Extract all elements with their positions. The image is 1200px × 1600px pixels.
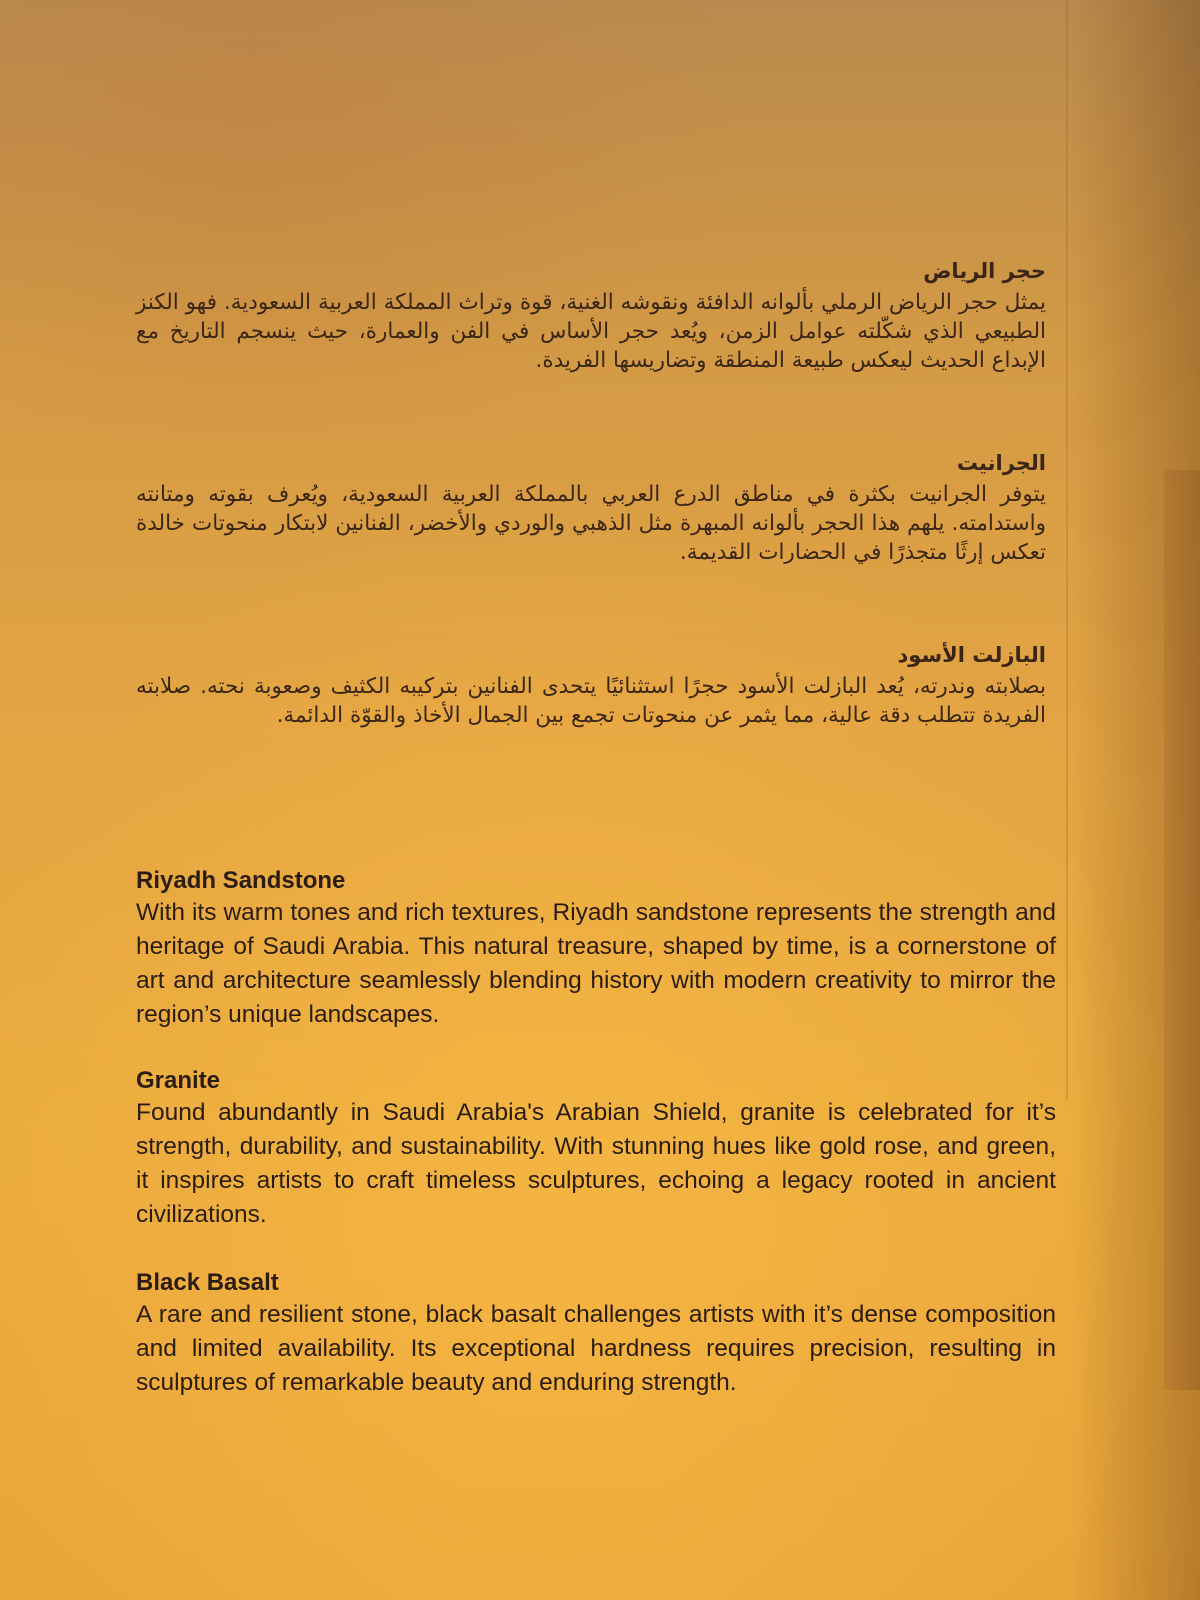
arabic-heading: البازلت الأسود xyxy=(897,643,1046,667)
english-section-granite xyxy=(136,1066,1056,1232)
arabic-heading: الجرانيت xyxy=(956,451,1046,475)
english-heading: Black Basalt xyxy=(136,1269,279,1296)
arabic-paragraph: يتوفر الجرانيت بكثرة في مناطق الدرع العربي بالمملكة العربية السعودية، ويُعرف بقوته ومتانته واستدامته. يلهم هذا الحجر بألوانه المبهرة مثل الذهبي والوردي والأخضر، الفنانين لابتكار منحوتات خالدة تعكس إرثًا متجذرًا في الحضارات القديمة. xyxy=(136,482,1046,565)
english-section-sandstone xyxy=(136,866,1056,1032)
arabic-section-basalt xyxy=(136,640,1046,730)
arabic-section-granite xyxy=(136,448,1046,567)
arabic-paragraph: بصلابته وندرته، يُعد البازلت الأسود حجرًا استثنائيًا يتحدى الفنانين بتركيبه الكثيف وصعوبة نحته. صلابته الفريدة تتطلب دقة عالية، مما يثمر عن منحوتات تجمع بين الجمال الأخاذ والقوّة الدائمة. xyxy=(136,674,1046,728)
english-paragraph: With its warm tones and rich textures, Riyadh sandstone represents the strength and heritage of Saudi Arabia. This natural treasure, shaped by time, is a cornerstone of art and architecture seamlessly blending history with modern creativity to mirror the region’s unique landscapes. xyxy=(136,899,1056,1028)
english-heading: Granite xyxy=(136,1067,221,1094)
english-section-basalt xyxy=(136,1268,1056,1400)
arabic-paragraph: يمثل حجر الرياض الرملي بألوانه الدافئة ونقوشه الغنية، قوة وتراث المملكة العربية السعودية. فهو الكنز الطبيعي الذي شكّلته عوامل الزمن، ويُعد حجر الأساس في الفن والعمارة، حيث ينسجم التاريخ مع الإبداع الحديث ليعكس طبيعة المنطقة وتضاريسها الفريدة. xyxy=(136,290,1046,373)
arabic-heading: حجر الرياض xyxy=(923,259,1046,283)
english-paragraph: A rare and resilient stone, black basalt challenges artists with it’s dense composition and limited availability. Its exceptional hardness requires precision, resulting in sculptures of remarkable beauty and enduring strength. xyxy=(136,1301,1056,1396)
english-paragraph: Found abundantly in Saudi Arabia's Arabian Shield, granite is celebrated for it’s strength, durability, and sustainability. With stunning hues like gold rose, and green, it inspires artists to craft timeless sculptures, echoing a legacy rooted in ancient civilizations. xyxy=(136,1099,1056,1228)
arabic-section-sandstone xyxy=(136,256,1046,375)
english-heading: Riyadh Sandstone xyxy=(136,867,346,894)
